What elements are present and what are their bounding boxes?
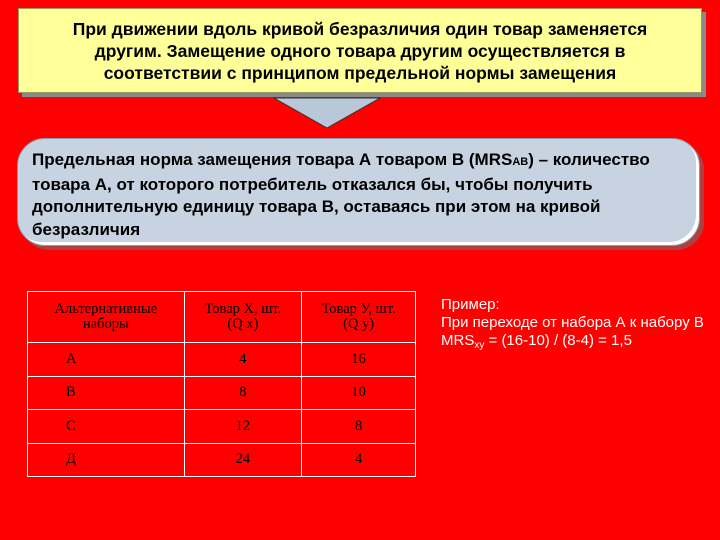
- table-cell: 16: [302, 343, 416, 377]
- header-line2: наборы: [82, 316, 129, 332]
- definition-box: [17, 138, 700, 246]
- definition-text-start: Предельная норма замещения товара А товаром В (MRS: [32, 150, 513, 169]
- table-header-row: [28, 292, 416, 343]
- table-row: [28, 410, 416, 444]
- header-line1: Товар У, шт.: [321, 301, 396, 317]
- table-cell: 10: [302, 376, 416, 410]
- table-row: [28, 376, 416, 410]
- table-cell: 12: [184, 410, 302, 444]
- table-cell: А: [28, 343, 185, 377]
- header-text: При движении вдоль кривой безразличия один товар заменяется другим. Замещение одного товара другим осуществляется в соответствии с принципом предельной нормы замещения: [72, 18, 648, 83]
- table-cell: 4: [302, 443, 416, 477]
- formula-subscript: xy: [474, 340, 485, 351]
- definition-subscript: AB: [512, 156, 529, 168]
- header-cell: [28, 292, 185, 343]
- table-cell: В: [28, 376, 185, 410]
- table-row: [28, 443, 416, 477]
- table-cell: 8: [302, 410, 416, 444]
- example-formula: [441, 332, 711, 355]
- table-row: [28, 343, 416, 377]
- table-cell: С: [28, 410, 185, 444]
- example-title: Пример:: [441, 296, 500, 313]
- table-cell: Д: [28, 443, 185, 477]
- header-box: [18, 8, 702, 93]
- down-arrow-icon: [272, 96, 382, 130]
- table-cell: 4: [184, 343, 302, 377]
- header-line1: Товар Х, шт.: [204, 301, 282, 317]
- header-line1: Альтернативные: [54, 301, 158, 317]
- example-block: [441, 296, 711, 355]
- example-description: При переходе от набора А к набору В: [441, 314, 704, 331]
- header-line2: (Q y): [343, 316, 375, 332]
- formula-expression: = (16-10) / (8-4) = 1,5: [484, 332, 632, 349]
- header-cell: [184, 292, 302, 343]
- table-cell: 8: [184, 376, 302, 410]
- header-cell: [302, 292, 416, 343]
- header-line2: (Q x): [227, 316, 259, 332]
- bundles-table: [27, 291, 416, 477]
- formula-prefix: MRS: [441, 332, 475, 349]
- table-cell: 24: [184, 443, 302, 477]
- definition-text-end: ) – количество товара А, от которого потребитель отказался бы, чтобы получить дополнительную единицу товара В, оставаясь при этом на кривой безразличия: [32, 150, 650, 239]
